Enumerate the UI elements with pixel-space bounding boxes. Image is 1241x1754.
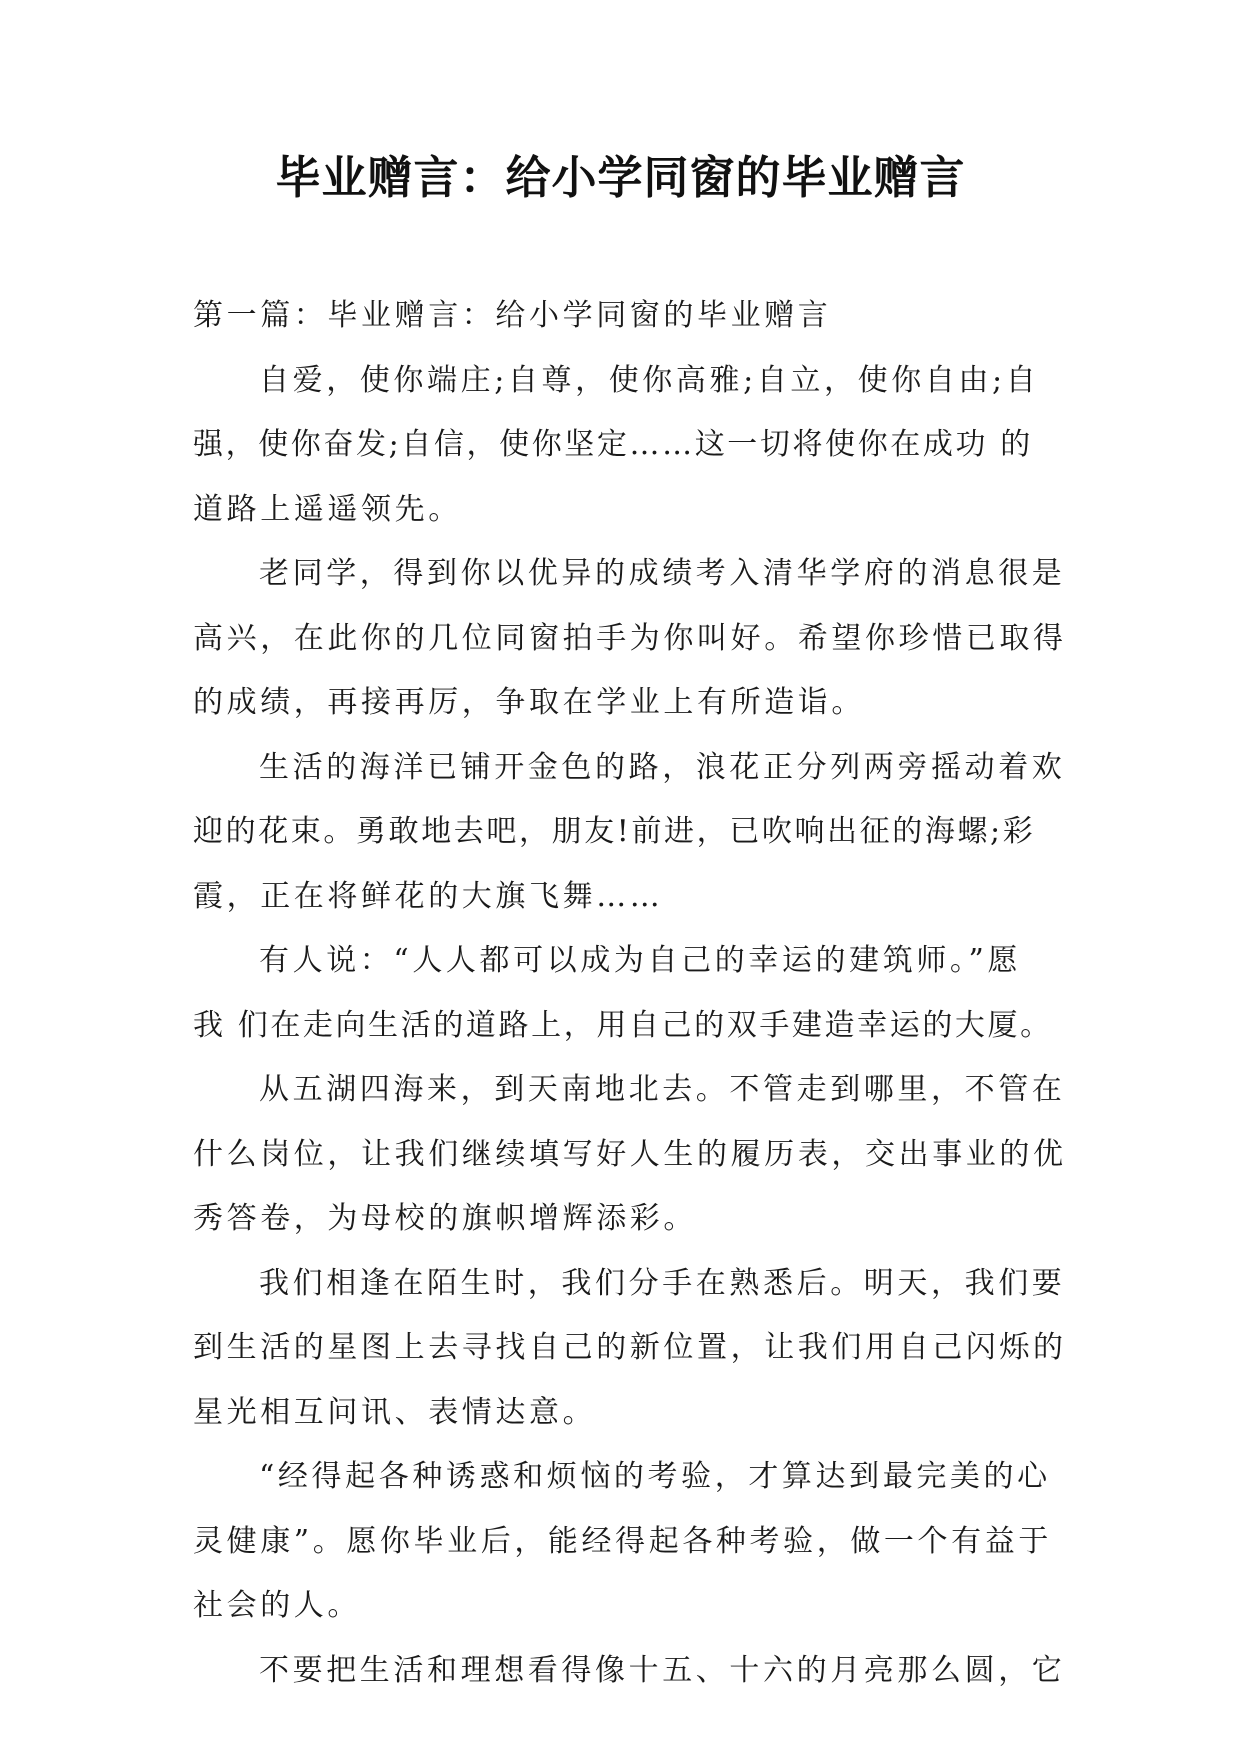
paragraph-line: 道路上遥遥领先。 [193, 491, 462, 527]
paragraph-line: 不要把生活和理想看得像十五、十六的月亮那么圆，它 [259, 1652, 1066, 1688]
paragraph-line: 我 们在走向生活的道路上，用自己的双手建造幸运的大厦。 [193, 1007, 1053, 1043]
document-body [193, 284, 1067, 1703]
paragraph-line: 灵健康”。愿你毕业后，能经得起各种考验，做一个有益于 [193, 1523, 1052, 1559]
paragraph-line: 秀答卷，为母校的旗帜增辉添彩。 [193, 1201, 697, 1236]
paragraph-line: 高兴，在此你的几位同窗拍手为你叫好。希望你珍惜已取得 [193, 620, 1067, 656]
document-title: 毕业赠言：给小学同窗的毕业赠言 [275, 151, 966, 204]
paragraph-line: 生活的海洋已铺开金色的路，浪花正分列两旁摇动着欢 [259, 749, 1066, 785]
paragraph-line: 有人说：“人人都可以成为自己的幸运的建筑师。”愿 [259, 943, 1022, 978]
paragraph-line: 到生活的星图上去寻找自己的新位置，让我们用自己闪烁的 [193, 1330, 1067, 1365]
paragraph-line: 我们相逢在陌生时，我们分手在熟悉后。明天，我们要 [259, 1265, 1066, 1301]
paragraph-line: 迎的花束。勇敢地去吧，朋友!前进，已吹响出征的海螺;彩 [193, 814, 1036, 849]
paragraph-line: 星光相互问讯、表情达意。 [193, 1394, 597, 1430]
paragraph-line: 老同学，得到你以优异的成绩考入清华学府的消息很是 [259, 556, 1066, 591]
paragraph-line: 什么岗位，让我们继续填写好人生的履历表，交出事业的优 [193, 1136, 1067, 1172]
paragraph-line: 强，使你奋发;自信，使你坚定……这一切将使你在成功 的 [193, 427, 1033, 462]
paragraph-line: 的成绩，再接再厉，争取在学业上有所造诣。 [193, 685, 865, 720]
paragraph-line: “经得起各种诱惑和烦恼的考验，才算达到最完美的心 [259, 1459, 1051, 1494]
paragraph-line: 社会的人。 [193, 1588, 361, 1623]
paragraph-line: 霞，正在将鲜花的大旗飞舞…… [193, 878, 664, 914]
paragraph-line: 从五湖四海来，到天南地北去。不管走到哪里，不管在 [259, 1072, 1066, 1107]
paragraph-line: 第一篇：毕业赠言：给小学同窗的毕业赠言 [193, 298, 832, 333]
paragraph-line: 自爱，使你端庄;自尊，使你高雅;自立，使你自由;自 [259, 362, 1040, 398]
